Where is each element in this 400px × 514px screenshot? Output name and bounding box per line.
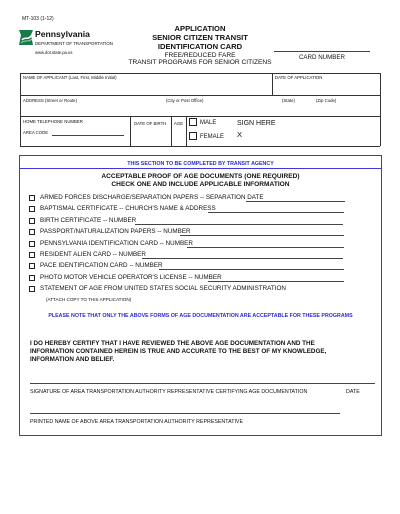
proof-item-label: PENNSYLVANIA IDENTIFICATION CARD -- NUMBER — [40, 239, 193, 247]
form-number: MT-103 (1-12) — [22, 16, 54, 22]
brand-state: Pennsylvania — [35, 29, 90, 39]
proof-item-label: PHOTO MOTOR VEHICLE OPERATOR'S LICENSE -- NUMBER — [40, 273, 222, 281]
address-label: ADDRESS (Street or Route) — [23, 98, 77, 103]
proof-item-checkbox[interactable] — [29, 195, 35, 201]
proof-item-checkbox[interactable] — [29, 263, 35, 269]
proof-item-input[interactable] — [159, 269, 343, 270]
proof-title-1: ACCEPTABLE PROOF OF AGE DOCUMENTS (ONE REQUIRED) — [101, 173, 300, 180]
printed-name-label: PRINTED NAME OF ABOVE AREA TRANSPORTATION AUTHORITY REPRESENTATIVE — [30, 419, 243, 425]
certifier-signature-line[interactable] — [30, 383, 375, 384]
certifier-date-label: DATE — [346, 389, 360, 395]
name-label: NAME OF APPLICANT (Last, First, Middle Initial) — [23, 75, 117, 80]
name-input[interactable] — [22, 82, 270, 94]
card-number-label: CARD NUMBER — [298, 54, 346, 61]
acceptable-note: PLEASE NOTE THAT ONLY THE ABOVE FORMS OF AGE DOCUMENTATION ARE ACCEPTABLE FOR THESE PROGRAMS — [48, 313, 353, 319]
keystone-logo-icon — [18, 29, 34, 46]
sign-x-mark: X — [237, 130, 243, 139]
date-of-birth-label: DATE OF BIRTH — [134, 121, 167, 126]
date-of-application-label: DATE OF APPLICATION — [275, 75, 323, 80]
proof-item-label: STATEMENT OF AGE FROM UNITED STATES SOCIAL SECURITY ADMINISTRATION — [40, 285, 286, 293]
proof-title-2: CHECK ONE AND INCLUDE APPLICABLE INFORMATION — [111, 181, 290, 188]
sign-here-label: SIGN HERE — [237, 120, 276, 127]
proof-item-label: BAPTISMAL CERTIFICATE -- CHURCH'S NAME & ADDRESS — [40, 205, 216, 213]
title-line3: IDENTIFICATION CARD — [157, 42, 243, 51]
card-number-line[interactable] — [274, 51, 370, 52]
proof-item-label: RESIDENT ALIEN CARD -- NUMBER — [40, 251, 146, 258]
proof-item-input[interactable] — [187, 247, 344, 248]
title-line5: TRANSIT PROGRAMS FOR SENIOR CITIZENS — [128, 59, 272, 66]
female-checkbox[interactable] — [189, 132, 197, 140]
proof-item-checkbox[interactable] — [29, 218, 35, 224]
address-input[interactable] — [22, 105, 378, 115]
state-label: (State) — [282, 98, 295, 103]
phone-input[interactable] — [52, 135, 124, 136]
agency-header: THIS SECTION TO BE COMPLETED BY TRANSIT AGENCY — [127, 161, 274, 167]
title-line1: APPLICATION — [174, 24, 226, 33]
proof-item-label: PACE IDENTIFICATION CARD -- NUMBER — [40, 262, 163, 270]
female-label: FEMALE — [200, 134, 225, 140]
printed-name-line[interactable] — [30, 413, 340, 414]
male-checkbox[interactable] — [189, 118, 197, 126]
proof-item-checkbox[interactable] — [29, 241, 35, 247]
proof-item-label: PASSPORT/NATURALIZATION PAPERS -- NUMBER — [40, 228, 191, 236]
title-line4: FREE/REDUCED FARE — [164, 52, 236, 59]
attach-note: (ATTACH COPY TO THIS APPLICATION) — [46, 297, 132, 302]
area-code-label: AREA CODE — [23, 130, 49, 135]
proof-item-checkbox[interactable] — [29, 206, 35, 212]
date-of-application-input[interactable] — [274, 82, 378, 94]
proof-item-checkbox[interactable] — [29, 229, 35, 235]
proof-item-input[interactable] — [180, 235, 344, 236]
zip-label: (Zip Code) — [316, 98, 337, 103]
brand-url: www.dot.state.pa.us — [35, 50, 73, 55]
proof-item-input[interactable] — [135, 224, 343, 225]
title-line2: SENIOR CITIZEN TRANSIT — [152, 33, 248, 42]
male-label: MALE — [200, 120, 217, 126]
city-label: (City or Post Office) — [166, 98, 204, 103]
applicant-signature-input[interactable] — [246, 128, 376, 142]
proof-item-label: BIRTH CERTIFICATE -- NUMBER — [40, 216, 137, 224]
proof-item-input[interactable] — [208, 212, 345, 213]
proof-item-input[interactable] — [246, 201, 345, 202]
phone-label: HOME TELEPHONE NUMBER — [23, 119, 83, 124]
certifier-signature-label: SIGNATURE OF AREA TRANSPORTATION AUTHORITY REPRESENTATIVE CERTIFYING AGE DOCUMENTATION — [30, 389, 308, 395]
proof-item-input[interactable] — [142, 258, 343, 259]
certification-text: I DO HEREBY CERTIFY THAT I HAVE REVIEWED THE ABOVE AGE DOCUMENTATION AND THE INFORMATION CONTAINED HEREIN IS TRUE AND ACCURATE TO THE BEST OF MY KNOWLEDGE, INFORMATION AND BELIEF. — [30, 340, 327, 364]
age-label: AGE — [174, 121, 184, 126]
proof-item-input[interactable] — [208, 281, 345, 282]
proof-item-checkbox[interactable] — [29, 286, 35, 292]
proof-item-checkbox[interactable] — [29, 252, 35, 258]
proof-item-label: ARMED FORCES DISCHARGE/SEPARATION PAPERS -- SEPARATION DATE — [40, 194, 264, 201]
proof-item-checkbox[interactable] — [29, 275, 35, 281]
brand-dept: DEPARTMENT OF TRANSPORTATION — [35, 41, 113, 46]
